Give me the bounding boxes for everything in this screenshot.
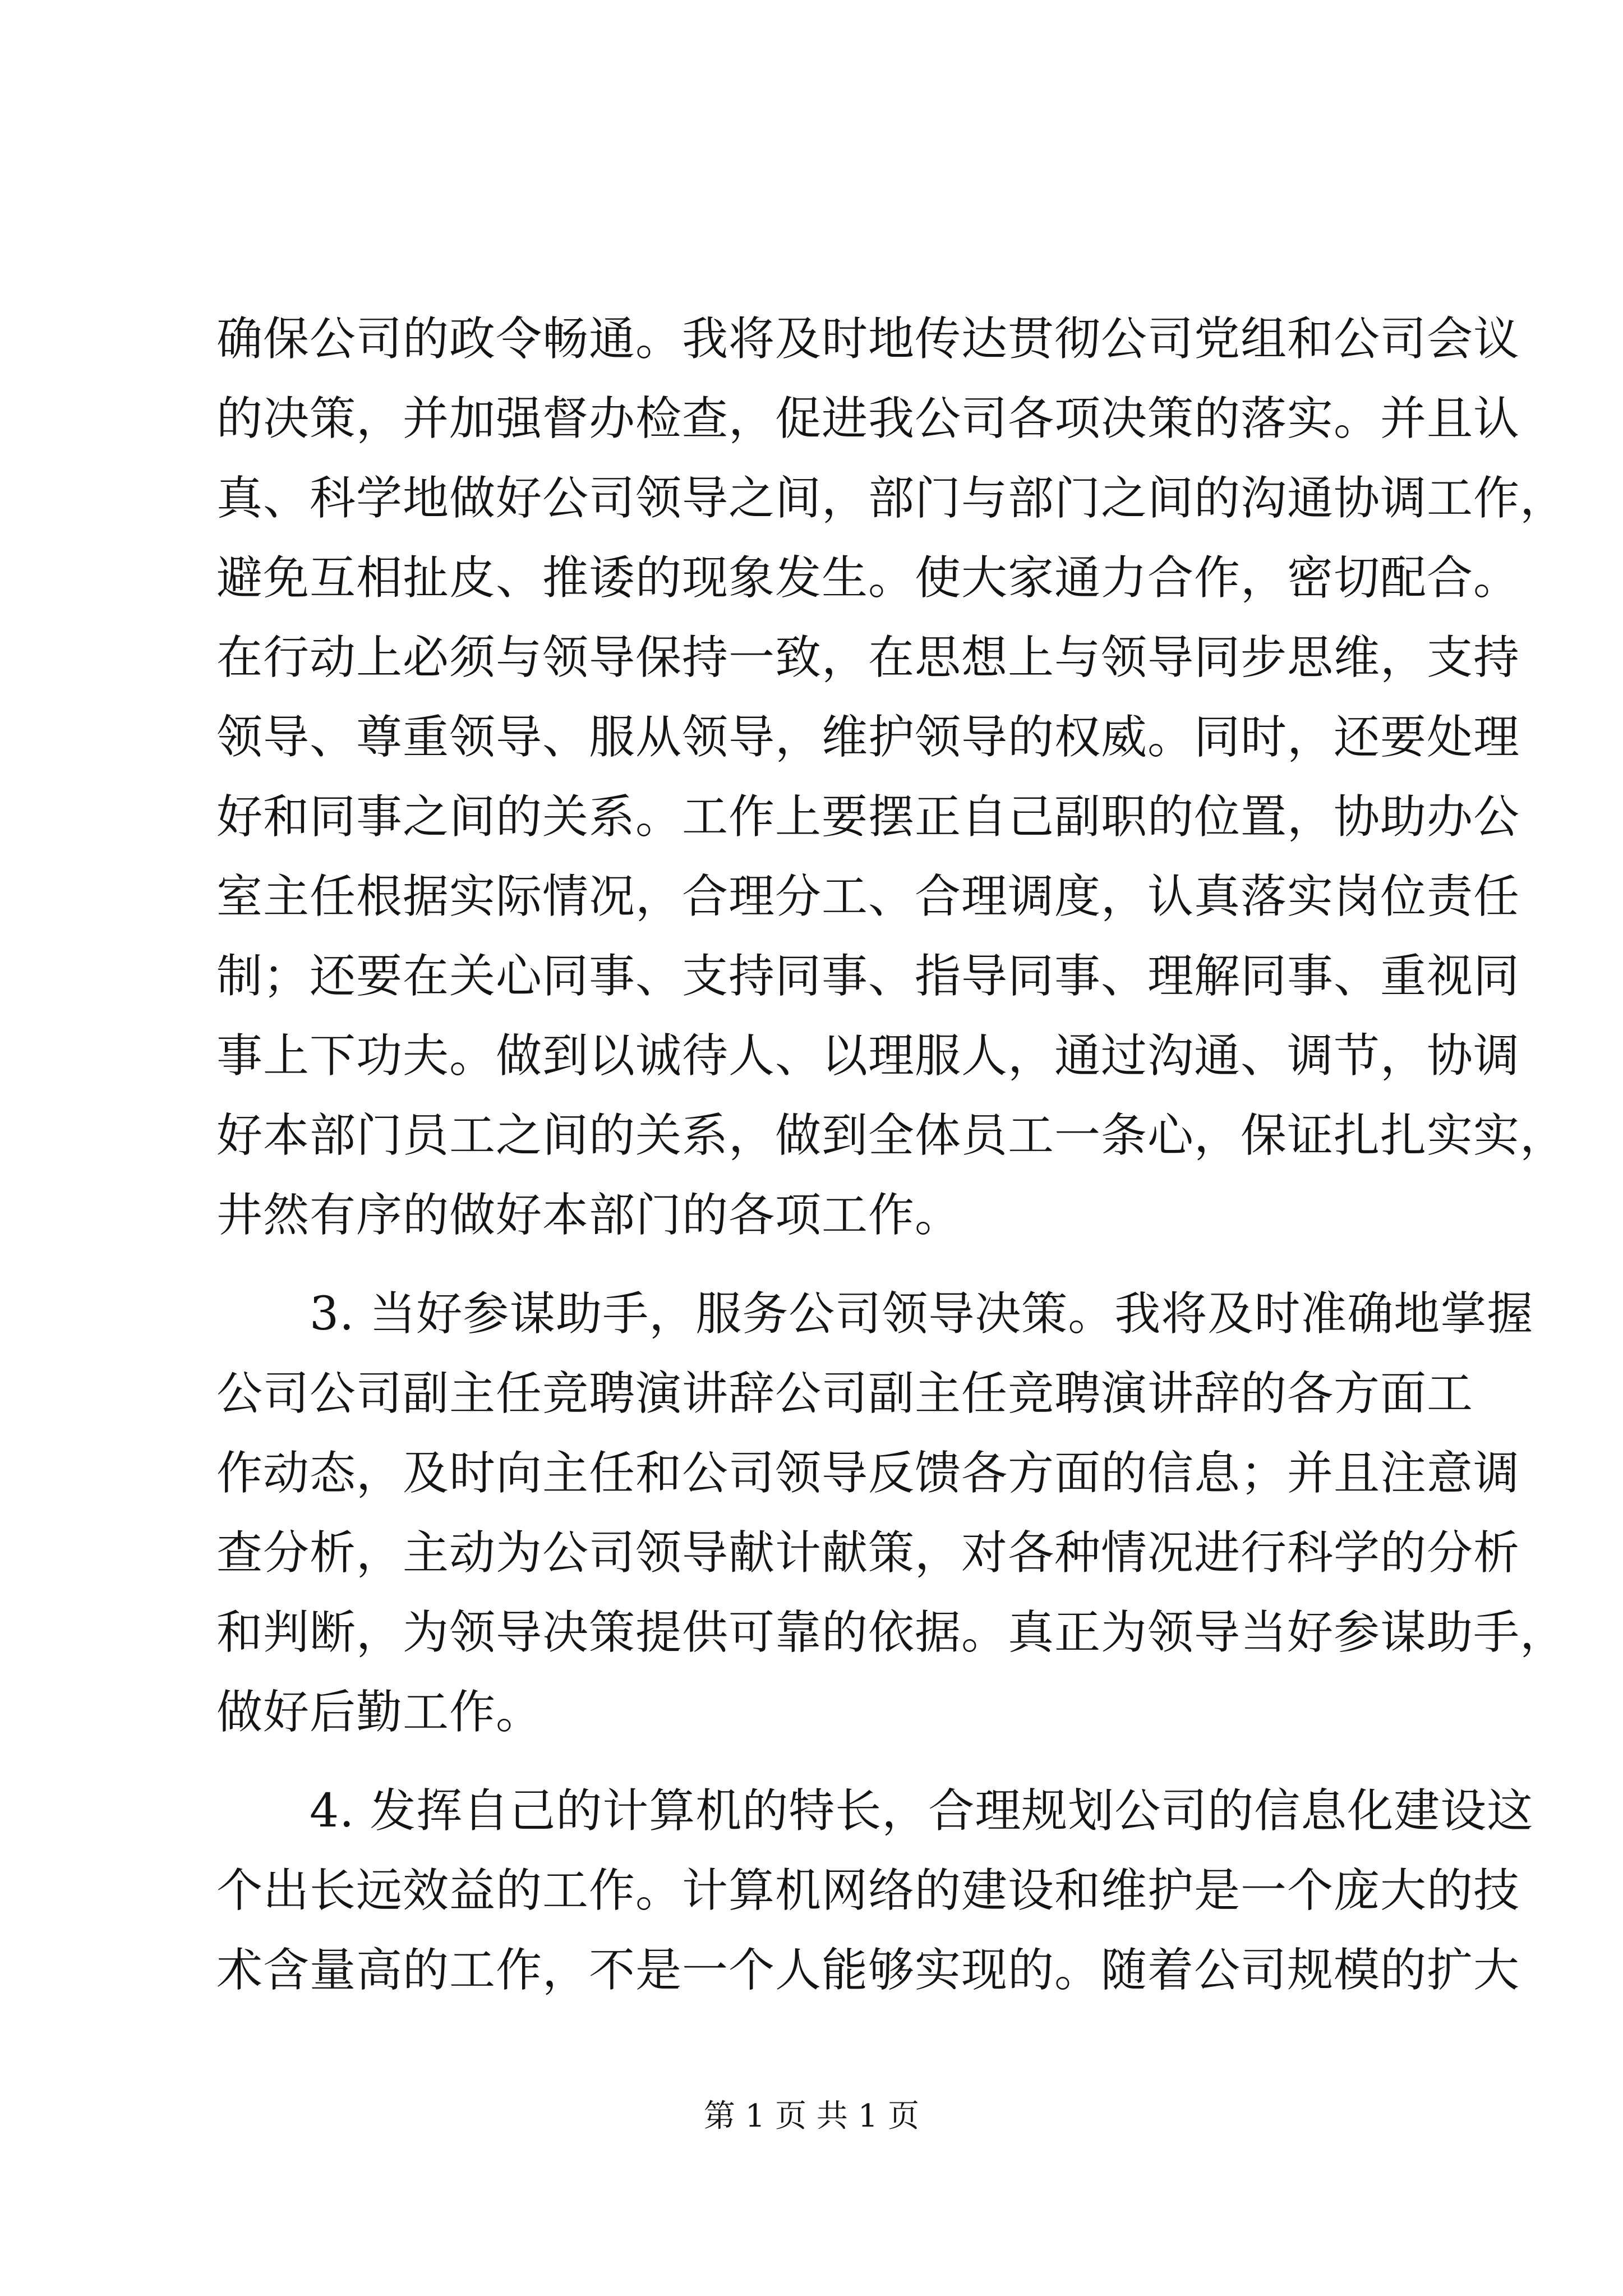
text-line: 真、科学地做好公司领导之间，部门与部门之间的沟通协调工作， (216, 472, 1567, 525)
text-line: 的决策，并加强督办检查，促进我公司各项决策的落实。并且认 (216, 392, 1520, 445)
text-line: 事上下功夫。做到以诚待人、以理服人，通过沟通、调节，协调 (216, 1029, 1520, 1083)
text-line: 术含量高的工作，不是一个人能够实现的。随着公司规模的扩大 (216, 1944, 1520, 1997)
text-line: 好和同事之间的关系。工作上要摆正自己副职的位置，协助办公 (216, 790, 1520, 844)
paragraph-3 (216, 1772, 1534, 2010)
text-line: 领导、尊重领导、服从领导，维护领导的权威。同时，还要处理 (216, 711, 1520, 764)
text-line: 公司公司副主任竞聘演讲辞公司副主任竞聘演讲辞的各方面工 (216, 1367, 1474, 1420)
text-line: 制；还要在关心同事、支持同事、指导同事、理解同事、重视同 (216, 950, 1520, 1003)
paragraph-1 (216, 300, 1567, 1255)
text-line: 和判断，为领导决策提供可靠的依据。真正为领导当好参谋助手， (216, 1606, 1567, 1659)
paragraph-spacer (216, 1752, 1408, 1772)
page-number-footer: 第 1 页 共 1 页 (703, 2098, 920, 2134)
text-line: 在行动上必须与领导保持一致，在思想上与领导同步思维，支持 (216, 631, 1520, 684)
text-line: 好本部门员工之间的关系，做到全体员工一条心，保证扎扎实实， (216, 1109, 1567, 1162)
text-line: 确保公司的政令畅通。我将及时地传达贯彻公司党组和公司会议 (216, 312, 1520, 366)
text-line: 个出长远效益的工作。计算机网络的建设和维护是一个庞大的技 (216, 1864, 1520, 1917)
paragraph-2 (216, 1274, 1567, 1752)
text-line: 3. 当好参谋助手，服务公司领导决策。我将及时准确地掌握 (216, 1287, 1534, 1341)
text-line: 查分析，主动为公司领导献计献策，对各种情况进行科学的分析 (216, 1526, 1520, 1580)
document-body (216, 300, 1567, 2010)
text-line: 4. 发挥自己的计算机的特长，合理规划公司的信息化建设这 (216, 1784, 1534, 1838)
paragraph-spacer (216, 1255, 1408, 1274)
text-line: 作动态，及时向主任和公司领导反馈各方面的信息；并且注意调 (216, 1447, 1520, 1500)
text-line: 避免互相扯皮、推诿的现象发生。使大家通力合作，密切配合。 (216, 551, 1520, 605)
text-line: 室主任根据实际情况，合理分工、合理调度，认真落实岗位责任 (216, 870, 1520, 923)
text-line: 井然有序的做好本部门的各项工作。 (216, 1189, 962, 1242)
text-line: 做好后勤工作。 (216, 1686, 543, 1739)
